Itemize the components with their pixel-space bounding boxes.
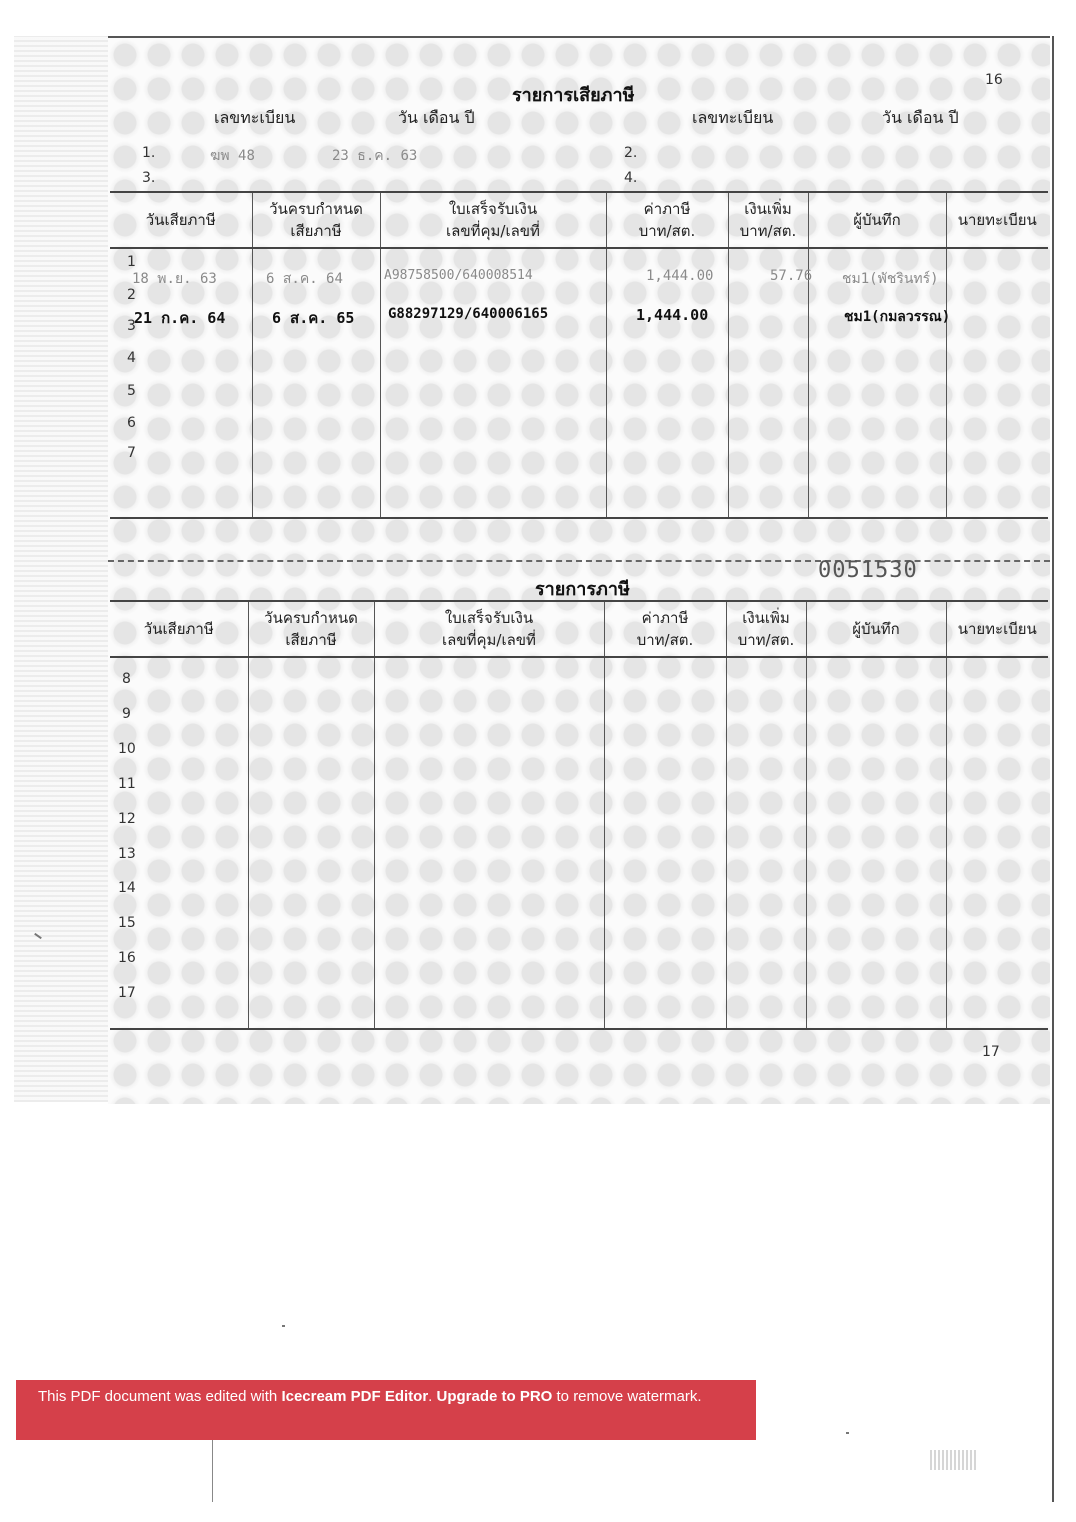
row-number: 5 xyxy=(127,383,136,399)
row-number: 4 xyxy=(127,350,136,366)
scan-speck xyxy=(846,1432,849,1434)
row-number: 13 xyxy=(118,846,136,862)
col-header-surcharge: เงินเพิ่ม บาท/สต. xyxy=(726,601,806,657)
row-number: 9 xyxy=(122,706,131,722)
row-number: 8 xyxy=(122,671,131,687)
register-row-num: 1. xyxy=(142,145,156,161)
page-number-top: 16 xyxy=(985,72,1003,88)
entry-recorder: ชม1(พัชรินทร์) xyxy=(842,271,939,287)
watermark-middle: . xyxy=(428,1388,437,1405)
col-header-receipt: ใบเสร็จรับเงิน เลขที่คุม/เลขที่ xyxy=(380,192,606,248)
row-number: 17 xyxy=(118,985,136,1001)
entry-surcharge: 57.76 xyxy=(770,268,813,284)
row-number: 3 xyxy=(127,318,136,334)
register-row-num: 3. xyxy=(142,170,156,186)
col-header-registrar: นายทะเบียน xyxy=(946,192,1048,248)
tax-payment-table-2 xyxy=(110,600,1048,1030)
watermark-prefix: This PDF document was edited with xyxy=(38,1388,282,1405)
entry-tax: 1,444.00 xyxy=(636,306,709,324)
scan-smudge xyxy=(14,36,109,1102)
register-plate-header-left: เลขทะเบียน xyxy=(214,108,296,127)
row-number: 10 xyxy=(118,741,136,757)
section1-title: รายการเสียภาษี xyxy=(512,85,635,106)
row-number: 1 xyxy=(127,254,136,270)
entry-due-date: 6 ส.ค. 65 xyxy=(272,309,355,327)
col-header-tax: ค่าภาษี บาท/สต. xyxy=(604,601,726,657)
entry-tax: 1,444.00 xyxy=(646,268,714,284)
pdf-editor-watermark-banner xyxy=(16,1380,756,1440)
page-number-bottom: 17 xyxy=(982,1044,1000,1060)
row-number: 14 xyxy=(118,880,136,896)
col-header-receipt: ใบเสร็จรับเงิน เลขที่คุม/เลขที่ xyxy=(374,601,604,657)
entry-pay-date: 18 พ.ย. 63 xyxy=(132,271,217,287)
page-edge-line xyxy=(1052,36,1054,1502)
document-serial-number: 0051530 xyxy=(818,558,918,583)
entry-receipt: A98758500/640008514 xyxy=(384,268,533,283)
register-date-header-left: วัน เดือน ปี xyxy=(398,108,475,127)
register-date-value: 23 ธ.ค. 63 xyxy=(332,148,418,164)
register-plate-header-right: เลขทะเบียน xyxy=(692,108,774,127)
row-number: 7 xyxy=(127,445,136,461)
entry-pay-date: 21 ก.ค. 64 xyxy=(134,309,226,327)
col-header-recorder: ผู้บันทึก xyxy=(808,192,946,248)
register-date-header-right: วัน เดือน ปี xyxy=(882,108,959,127)
register-row-num: 4. xyxy=(624,170,638,186)
entry-recorder: ชม1(กมลวรรณ) xyxy=(844,309,951,325)
row-number: 12 xyxy=(118,811,136,827)
col-header-tax: ค่าภาษี บาท/สต. xyxy=(606,192,728,248)
watermark-product: Icecream PDF Editor xyxy=(281,1388,429,1405)
row-number: 6 xyxy=(127,415,136,431)
scan-mark-line xyxy=(212,1440,213,1502)
col-header-due-date: วันครบกำหนด เสียภาษี xyxy=(252,192,380,248)
col-header-recorder: ผู้บันทึก xyxy=(806,601,946,657)
tax-payment-table-1 xyxy=(110,191,1048,519)
col-header-pay-date: วันเสียภาษี xyxy=(110,192,252,248)
col-header-pay-date: วันเสียภาษี xyxy=(110,601,248,657)
section2-title: รายการภาษี xyxy=(535,579,630,600)
scan-noise xyxy=(930,1450,976,1470)
row-number: 11 xyxy=(118,776,136,792)
scan-speck xyxy=(282,1325,285,1327)
watermark-suffix: to remove watermark. xyxy=(552,1388,702,1405)
register-plate-value: ฆพ 48 xyxy=(210,148,255,164)
col-header-due-date: วันครบกำหนด เสียภาษี xyxy=(248,601,374,657)
watermark-upgrade-link[interactable]: Upgrade to PRO xyxy=(436,1388,553,1405)
entry-due-date: 6 ส.ค. 64 xyxy=(266,271,343,287)
col-header-registrar: นายทะเบียน xyxy=(946,601,1048,657)
register-row-num: 2. xyxy=(624,145,638,161)
col-header-surcharge: เงินเพิ่ม บาท/สต. xyxy=(728,192,808,248)
row-number: 2 xyxy=(127,287,136,303)
entry-receipt: G88297129/640006165 xyxy=(388,306,549,322)
row-number: 15 xyxy=(118,915,136,931)
row-number: 16 xyxy=(118,950,136,966)
